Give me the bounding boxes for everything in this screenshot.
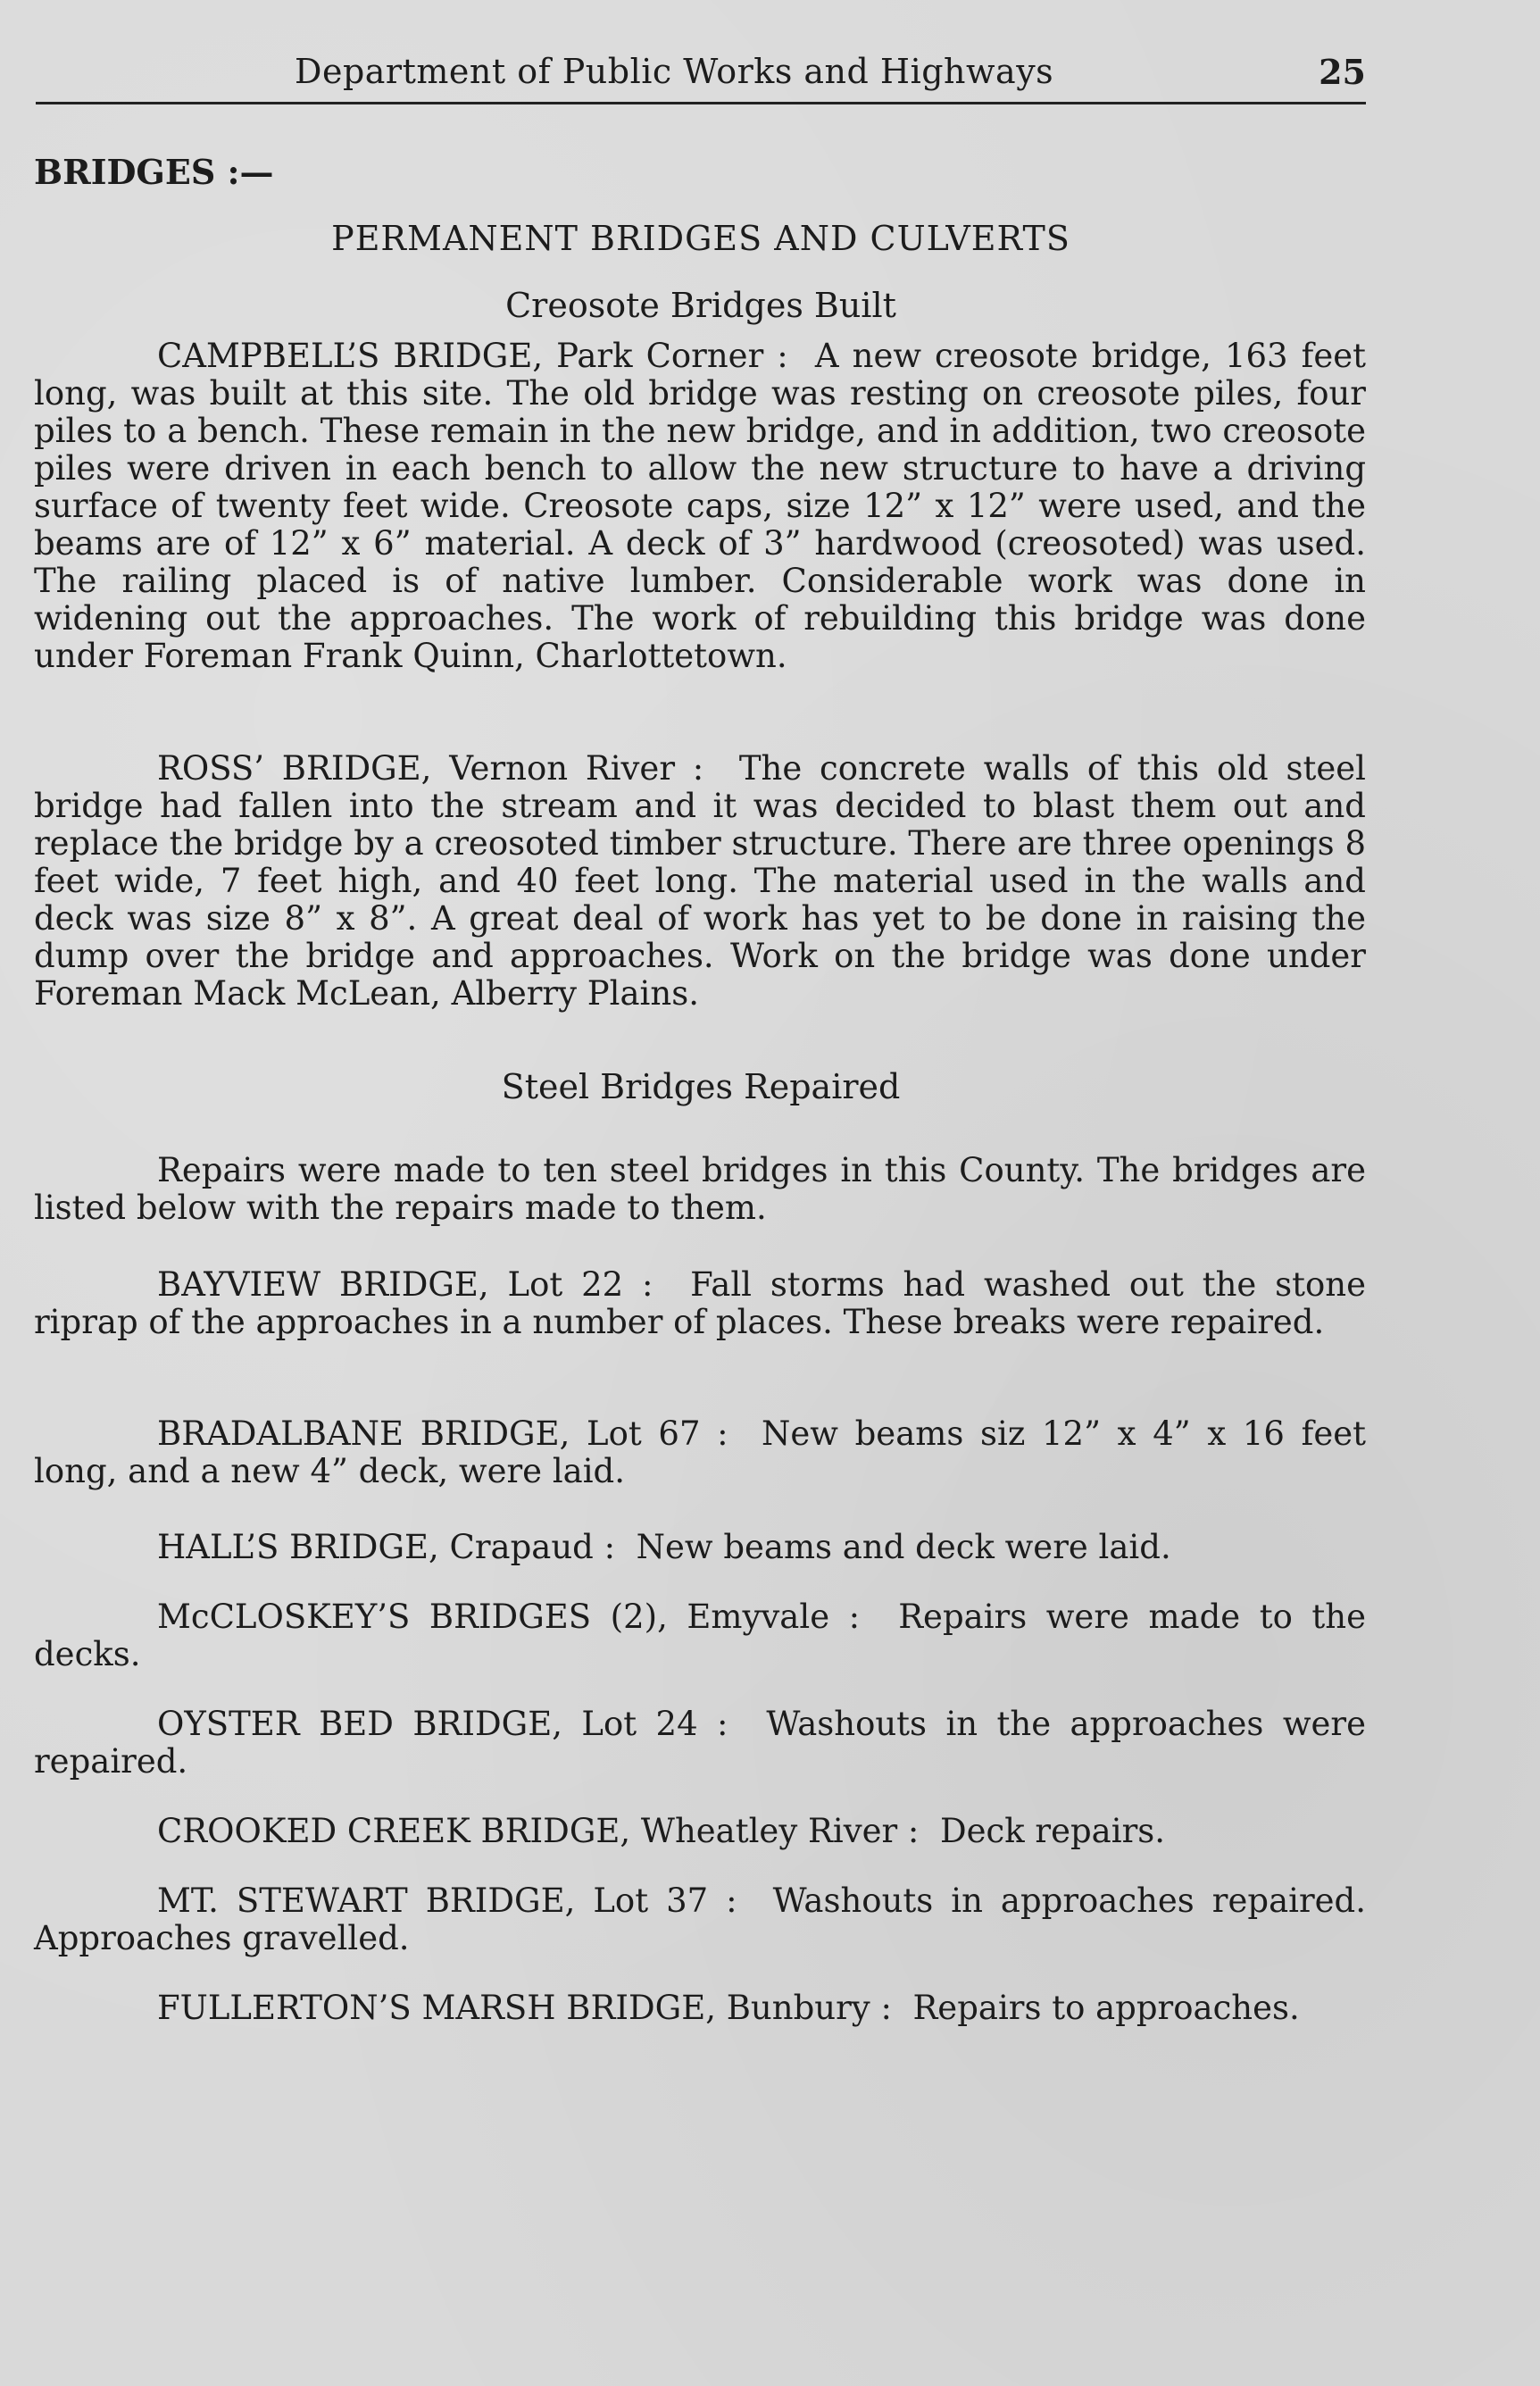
paragraph-text: Repairs to approaches. bbox=[912, 1989, 1300, 2027]
paragraph-text: Deck repairs. bbox=[939, 1812, 1165, 1850]
paragraph-lead: OYSTER BED BRIDGE, Lot 24 : bbox=[157, 1705, 728, 1743]
paragraph-lead: BRADALBANE BRIDGE, Lot 67 : bbox=[157, 1414, 728, 1453]
paragraph-text: New beams siz 12” x 4” x 16 feet long, and a new 4” deck, were laid. bbox=[34, 1414, 1366, 1490]
paragraph-text: Washouts in approaches repaired. Approaches gravelled. bbox=[34, 1881, 1366, 1957]
paragraph-lead: BAYVIEW BRIDGE, Lot 22 : bbox=[157, 1265, 653, 1304]
subheading-steel: Steel Bridges Repaired bbox=[501, 1067, 901, 1106]
paragraph-text: Repairs were made to the decks. bbox=[34, 1598, 1367, 1673]
paragraph-bradalbane-bridge bbox=[34, 1415, 1366, 1490]
paragraph-text: A new creosote bridge, 163 feet long, was built at this site. The old bridge was resting on creosote piles, four piles to a bench. These remain in the new bridge, and in addition, two creosote piles were driven in each bench to allow the new structure to have a driving surface of twenty feet wide. Creosote caps, size 12” x 12” were used, and the beams are of 12” x 6” material. A deck of 3” hardwood (creosoted) was used. The railing placed is of native lumber. Considerable work was done in widening out the approaches. The work of rebuilding this bridge was done under Foreman Frank Quinn, Charlottetown. bbox=[34, 337, 1366, 675]
paragraph-text: The concrete walls of this old steel bridge had fallen into the stream and it was decided to blast them out and replace the bridge by a creosoted timber structure. There are three openings 8 feet wide, 7 feet high, and 40 feet long. The material used in the walls and deck was size 8” x 8”. A great deal of work has yet to be done in raising the dump over the bridge and approaches. Work on the bridge was done under Foreman Mack McLean, Alberry Plains. bbox=[34, 749, 1367, 1013]
page-number: 25 bbox=[1319, 52, 1366, 92]
paragraph-lead: ROSS’ BRIDGE, Vernon River : bbox=[157, 749, 704, 788]
paragraph-lead: FULLERTON’S MARSH BRIDGE, Bunbury : bbox=[157, 1989, 892, 2027]
paragraph-lead: CROOKED CREEK BRIDGE, Wheatley River : bbox=[157, 1812, 920, 1850]
paragraph-text: Repairs were made to ten steel bridges in this County. The bridges are listed below with the repairs made to them. bbox=[34, 1151, 1366, 1227]
main-heading: PERMANENT BRIDGES AND CULVERTS bbox=[331, 219, 1070, 258]
paragraph-ross-bridge bbox=[34, 750, 1366, 1013]
paragraph-crooked-creek-bridge bbox=[34, 1813, 1366, 1850]
paragraph-fullertons-marsh-bridge bbox=[34, 1990, 1366, 2027]
paragraph-mt-stewart-bridge bbox=[34, 1882, 1366, 1957]
paragraph-text: Fall storms had washed out the stone riprap of the approaches in a number of places. These breaks were repaired. bbox=[34, 1265, 1366, 1341]
paragraph-lead: McCLOSKEY’S BRIDGES (2), Emyvale : bbox=[157, 1598, 861, 1636]
paragraph-oyster-bed-bridge bbox=[34, 1706, 1366, 1781]
paragraph-bayview-bridge bbox=[34, 1266, 1366, 1341]
paragraph-text: New beams and deck were laid. bbox=[636, 1528, 1171, 1566]
paragraph-mccloskeys-bridges bbox=[34, 1598, 1366, 1673]
header-rule bbox=[36, 102, 1366, 104]
paragraph-lead: MT. STEWART BRIDGE, Lot 37 : bbox=[157, 1881, 737, 1920]
paragraph-steel-intro bbox=[34, 1152, 1366, 1227]
running-header bbox=[36, 52, 1366, 105]
header-title: Department of Public Works and Highways bbox=[295, 52, 1054, 91]
paragraph-campbells-bridge bbox=[34, 338, 1366, 675]
subheading-creosote: Creosote Bridges Built bbox=[505, 286, 896, 325]
paragraph-text: Washouts in the approaches were repaired. bbox=[34, 1705, 1366, 1781]
paragraph-halls-bridge bbox=[34, 1529, 1366, 1566]
paragraph-lead: CAMPBELL’S BRIDGE, Park Corner : bbox=[157, 337, 788, 375]
section-label: BRIDGES :— bbox=[34, 152, 274, 192]
paragraph-lead: HALL’S BRIDGE, Crapaud : bbox=[157, 1528, 616, 1566]
